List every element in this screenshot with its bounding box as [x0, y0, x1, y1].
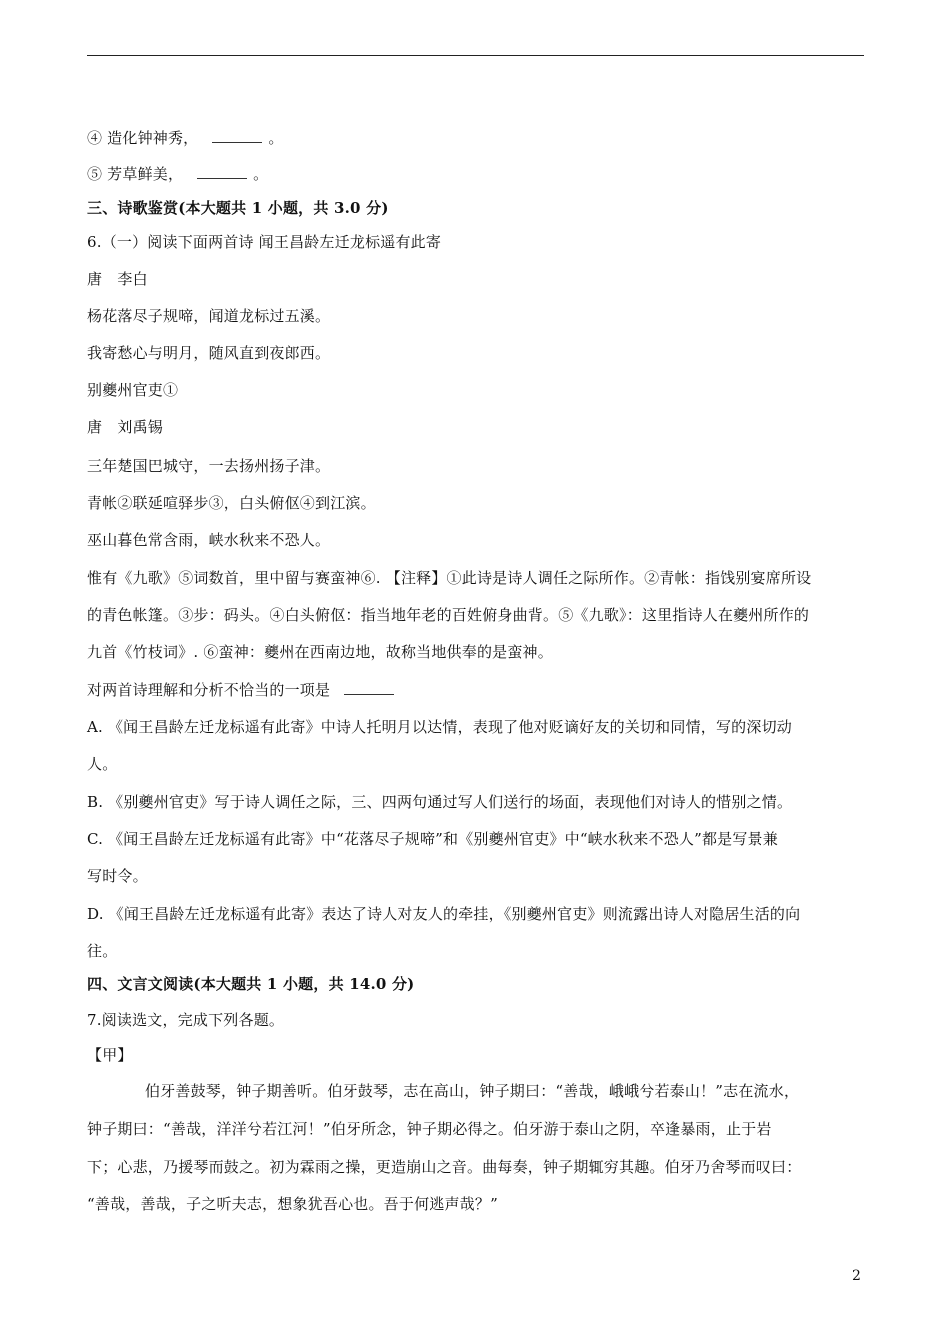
passage-line-2: 钟子期曰：“善哉，洋洋兮若江河！”伯牙所念，钟子期必得之。伯牙游于泰山之阴，卒逢暴雨，止于岩: [87, 1120, 772, 1138]
poem1-author: 唐 李白: [87, 270, 148, 288]
passage-line-1: 伯牙善鼓琴，钟子期善听。伯牙鼓琴，志在高山，钟子期曰：“善哉，峨峨兮若泰山！”志在流水，: [145, 1082, 800, 1100]
notes-line-2: 的青色帐篷。③步：码头。④白头俯伛：指当地年老的百姓俯身曲背。⑤《九歌》：这里指诗人在夔州所作的: [87, 606, 810, 624]
poem2-line-3: 巫山暮色常含雨，峡水秋来不恐人。: [87, 531, 331, 549]
page-number: 2: [852, 1268, 861, 1284]
option-d-line-1: D. 《闻王昌龄左迁龙标遥有此寄》表达了诗人对友人的牵挂，《别夔州官吏》则流露出诗人对隐居生活的向: [87, 905, 801, 923]
q5-item-4: ④ 造化钟神秀， 。: [87, 129, 284, 147]
poem2-line-2: 青帐②联延喧驿步③，白头俯伛④到江滨。: [87, 494, 376, 512]
answer-blank[interactable]: [212, 128, 262, 143]
q6-question: 对两首诗理解和分析不恰当的一项是: [87, 679, 400, 701]
section-3-heading: 三、诗歌鉴赏(本大题共 1 小题，共 3.0 分): [87, 199, 389, 217]
poem2-author: 唐 刘禹锡: [87, 418, 164, 436]
q6-intro: 6.（一）阅读下面两首诗 闻王昌龄左迁龙标遥有此寄: [87, 233, 442, 251]
option-a-line-1: A. 《闻王昌龄左迁龙标遥有此寄》中诗人托明月以达情，表现了他对贬谪好友的关切和同情，写的深切动: [87, 718, 792, 736]
option-b: B. 《别夔州官吏》写于诗人调任之际，三、四两句通过写人们送行的场面，表现他们对诗人的惜别之情。: [87, 793, 793, 811]
poem1-line-2: 我寄愁心与明月，随风直到夜郎西。: [87, 344, 331, 362]
section-4-heading: 四、文言文阅读(本大题共 1 小题，共 14.0 分): [87, 975, 415, 993]
header-rule: [87, 55, 864, 56]
passage-line-3: 下；心悲，乃援琴而鼓之。初为霖雨之操，更造崩山之音。曲每奏，钟子期辄穷其趣。伯牙乃舍琴而叹曰：: [87, 1158, 802, 1176]
poem2-title: 别夔州官吏①: [87, 381, 179, 399]
passage-jia-label: 【甲】: [87, 1046, 133, 1064]
q7-intro: 7.阅读选文，完成下列各题。: [87, 1011, 285, 1029]
option-d-line-2: 往。: [87, 942, 118, 960]
option-a-line-2: 人。: [87, 755, 118, 773]
answer-blank[interactable]: [197, 164, 247, 179]
poem2-line-1: 三年楚国巴城守，一去扬州扬子津。: [87, 457, 331, 475]
q5-item-5: ⑤ 芳草鲜美， 。: [87, 165, 269, 183]
poem2-line-4-notes: 惟有《九歌》⑤词数首，里中留与赛蛮神⑥. 【注释】①此诗是诗人调任之际所作。②青帐：指饯别宴席所设: [87, 569, 812, 587]
option-c-line-2: 写时令。: [87, 867, 148, 885]
option-c-line-1: C. 《闻王昌龄左迁龙标遥有此寄》中“花落尽子规啼”和《别夔州官吏》中“峡水秋来不恐人”都是写景兼: [87, 830, 778, 848]
notes-line-3: 九首《竹枝词》. ⑥蛮神：夔州在西南边地，故称当地供奉的是蛮神。: [87, 643, 553, 661]
passage-line-4: “善哉，善哉，子之听夫志，想象犹吾心也。吾于何逃声哉？”: [87, 1195, 498, 1213]
poem1-line-1: 杨花落尽子规啼，闻道龙标过五溪。: [87, 307, 331, 325]
answer-blank[interactable]: [344, 680, 394, 695]
